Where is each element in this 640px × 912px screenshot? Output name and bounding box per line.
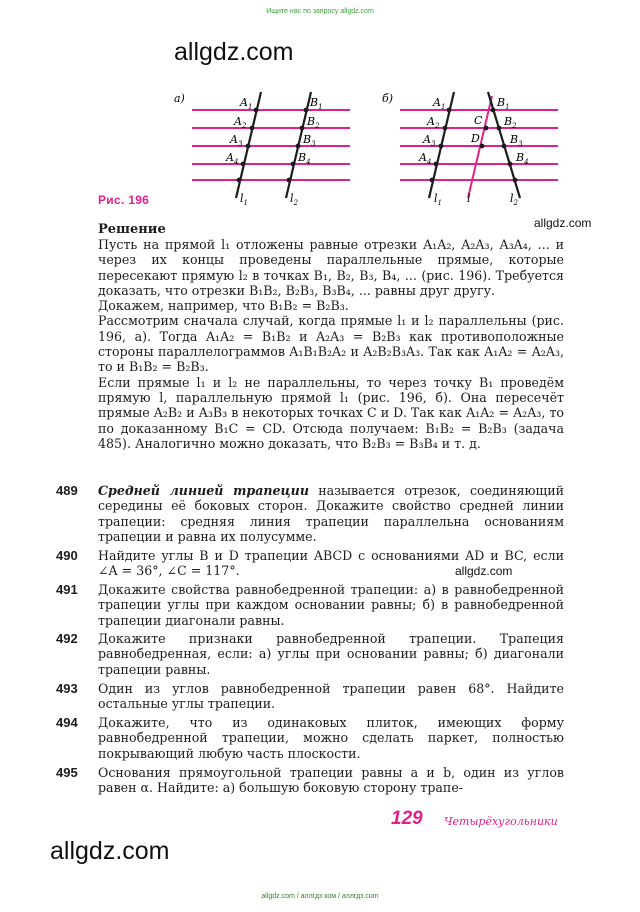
svg-text:B2: $B_2$	[307, 115, 320, 130]
svg-text:A4: $A_4$	[419, 151, 432, 166]
svg-text:l2: $l_2$	[510, 192, 518, 207]
problem-number: 491	[56, 582, 78, 597]
panel-a-parallel-lines	[192, 110, 350, 180]
svg-text:l2: $l_2$	[290, 192, 298, 207]
solution-text	[98, 237, 564, 451]
svg-text:A1: $A_1$	[433, 96, 446, 111]
watermark-logo-bottom: allgdz.com	[50, 837, 170, 865]
svg-text:A4: $A_4$	[226, 151, 239, 166]
problem-494	[56, 715, 564, 761]
problem-number: 493	[56, 681, 78, 696]
problem-493	[56, 681, 564, 712]
panel-b-label: б)	[382, 92, 394, 105]
problem-495	[56, 765, 564, 796]
problem-number: 492	[56, 631, 78, 646]
svg-text:l: l	[467, 192, 471, 205]
solution-paragraph: Рассмотрим сначала случай, когда прямые l₁ и l₂ параллельны (рис. 196, а). Тогда A₁A₂ = B₁B₂ и A₂A₃ = B₂B₃ как противоположные стороны параллелограммов A₁B₁B₂A₂ и A₂B₂B₃A₃. Так как A₁A₂ = A₂A₃, то и B₁B₂ = B₂B₃.	[98, 313, 564, 375]
problem-490	[56, 548, 564, 579]
problem-text: Основания прямоугольной трапеции равны a и b, один из углов равен α. Найдите: а) большую боковую сторону трапе-	[98, 765, 564, 796]
watermark-small-2: allgdz.com	[455, 564, 513, 578]
problem-text: Докажите свойства равнобедренной трапеции: а) в равнобедренной трапеции углы при каждом основании равны; б) в равнобедренной трапеции диагонали равны.	[98, 582, 564, 628]
page-number: 129	[391, 808, 423, 829]
svg-text:B4: $B_4$	[298, 151, 311, 166]
problem-text: называется отрезок, соединяющий середины её боковых сторон. Докажите свойство средней линии трапеции: средняя линия трапеции параллельна основаниям трапеции и равна их полусумме.	[98, 483, 564, 544]
problem-489	[56, 483, 564, 544]
svg-text:B3: $B_3$	[303, 133, 316, 148]
svg-text:A2: $A_2$	[427, 115, 440, 130]
svg-text:A3: $A_3$	[423, 133, 436, 148]
problem-number: 490	[56, 548, 78, 563]
panel-a-label: а)	[174, 92, 185, 105]
svg-text:B2: $B_2$	[504, 115, 517, 130]
problem-text: Найдите углы B и D трапеции ABCD с основаниями AD и BC, если ∠A = 36°, ∠C = 117°.	[98, 548, 564, 579]
solution-paragraph: Докажем, например, что B₁B₂ = B₂B₃.	[98, 298, 349, 314]
chapter-title: Четырёхугольники	[444, 815, 558, 828]
svg-text:B4: $B_4$	[516, 151, 529, 166]
solution-heading: Решение	[98, 222, 166, 237]
watermark-logo-top: allgdz.com	[174, 38, 294, 66]
solution-paragraph: Пусть на прямой l₁ отложены равные отрезки A₁A₂, A₂A₃, A₃A₄, ... и через их концы проведены параллельные прямые, которые пересекают прямую l₂ в точках B₁, B₂, B₃, B₄, ... (рис. 196). Требуется доказать, что отрезки B₁B₂, B₂B₃, B₃B₄, ... равны друг другу.	[98, 237, 564, 298]
problem-text: Докажите признаки равнобедренной трапеции. Трапеция равнобедренная, если: а) углы при основании равны; б) диагонали трапеции равны.	[98, 631, 564, 677]
solution-paragraph: Если прямые l₁ и l₂ не параллельны, то через точку B₁ проведём прямую l, параллельную прямой l₁ (рис. 196, б). Она пересечёт прямые A₂B₂ и A₃B₃ в некоторых точках C и D. Так как A₁A₂ = A₂A₃, то по доказанному B₁C = CD. Отсюда получаем: B₁B₂ = B₂B₃ (задача 485). Аналогично можно доказать, что B₂B₃ = B₃B₄ и т. д.	[98, 374, 564, 451]
svg-text:B3: $B_3$	[510, 133, 523, 148]
watermark-small-1: allgdz.com	[534, 216, 592, 230]
svg-text:B1: $B_1$	[310, 96, 323, 111]
problem-492	[56, 631, 564, 677]
figure-196	[170, 88, 590, 213]
problem-number: 494	[56, 715, 78, 730]
svg-text:D: D	[471, 132, 480, 145]
svg-text:l1: $l_1$	[434, 192, 442, 207]
watermark-top: Ищите нас по запросу allgdz.com	[266, 8, 374, 15]
svg-text:l1: $l_1$	[240, 192, 248, 207]
svg-text:A3: $A_3$	[230, 133, 243, 148]
svg-text:C: C	[474, 114, 483, 127]
svg-text:B1: $B_1$	[497, 96, 510, 111]
problem-number: 495	[56, 765, 78, 780]
problem-number: 489	[56, 483, 78, 498]
watermark-bottom: allgdz.com / аллгдз ком / аллгдз.com	[261, 893, 379, 900]
problem-text: Один из углов равнобедренной трапеции равен 68°. Найдите остальные углы трапеции.	[98, 681, 564, 712]
svg-text:A2: $A_2$	[234, 115, 247, 130]
svg-text:A1: $A_1$	[240, 96, 253, 111]
problem-text: Докажите, что из одинаковых плиток, имеющих форму равнобедренной трапеции, можно сделать паркет, полностью покрывающий любую часть плоскости.	[98, 715, 564, 761]
problem-term: Средней линией трапеции	[98, 483, 309, 498]
figure-caption: Рис. 196	[98, 193, 150, 207]
problem-491	[56, 582, 564, 628]
